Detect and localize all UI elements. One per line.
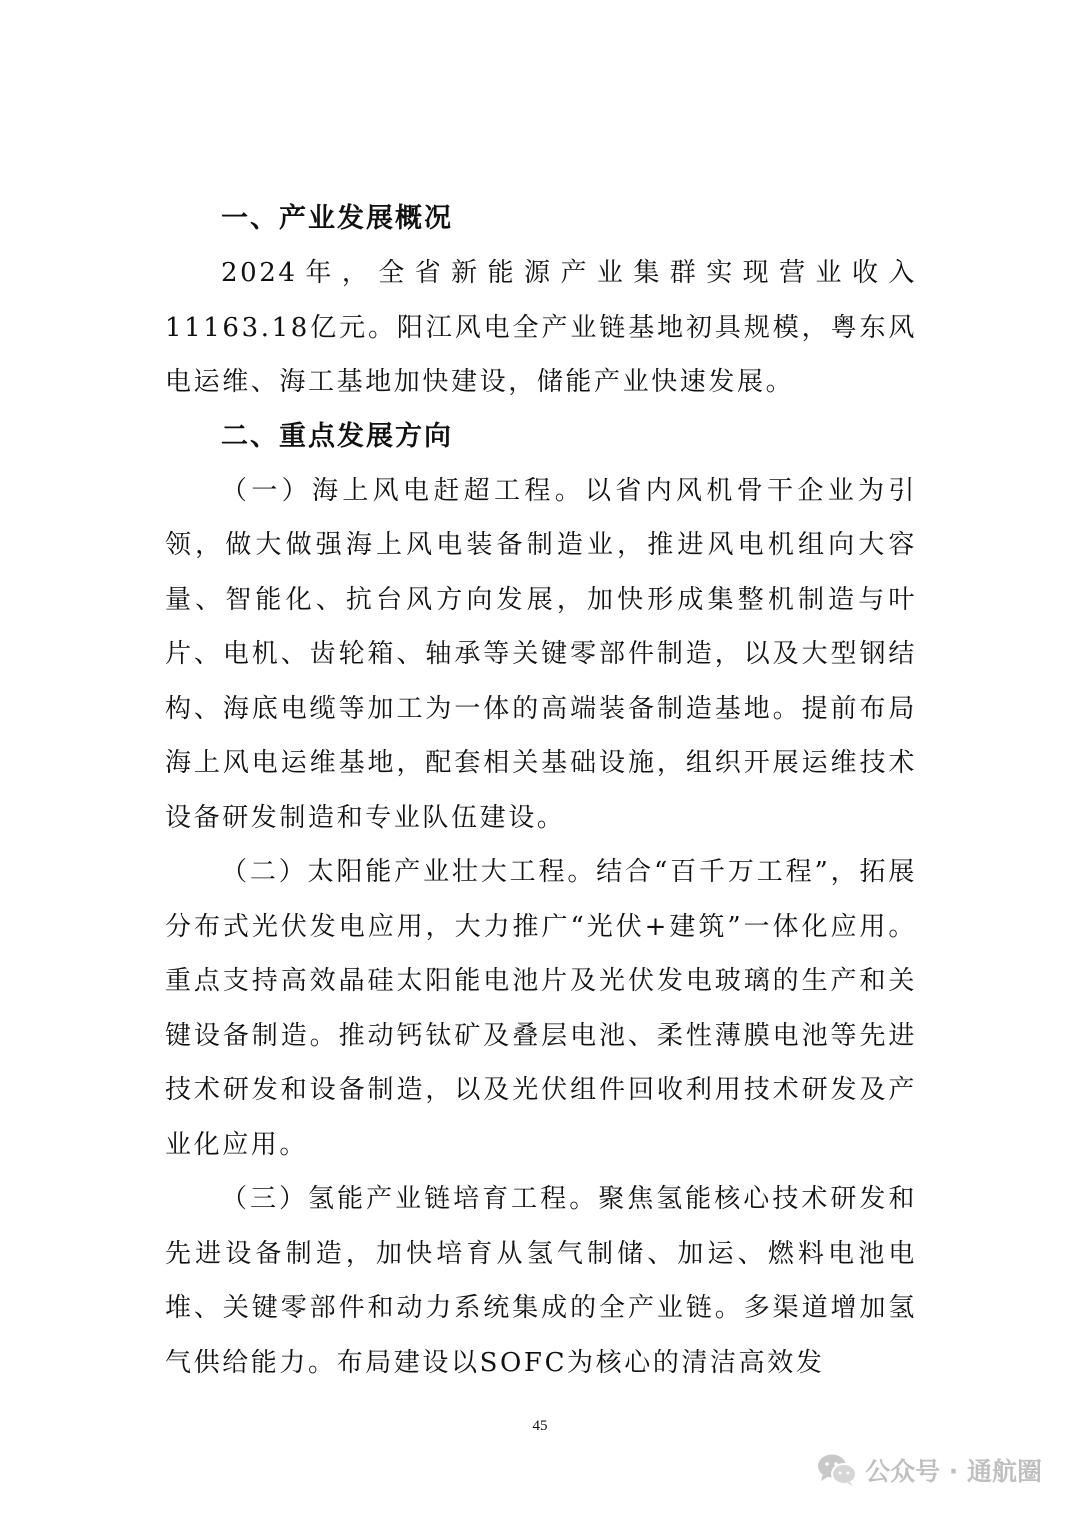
item-offshore-wind [165,464,917,846]
item-offshore-wind-body: 以省内风机骨干企业为引领，做大做强海上风电装备制造业，推进风电机组向大容量、智能化、抗台风方向发展，加快形成集整机制造与叶片、电机、齿轮箱、轴承等关键零部件制造，以及大型钢结构、海底电缆等加工为一体的高端装备制造基地。提前布局海上风电运维基地，配套相关基础设施，组织开展运维技术设备研发制造和专业队伍建设。 [165,475,917,833]
page-content [165,192,917,1390]
item-solar-title: （二）太阳能产业壮大工程。 [221,857,597,887]
wechat-icon [817,1453,857,1487]
item-hydrogen-body: 聚焦氢能核心技术研发和先进设备制造，加快培育从氢气制储、加运、燃料电池电堆、关键零部件和动力系统集成的全产业链。多渠道增加氢气供给能力。布局建设以SOFC为核心的清洁高效发 [165,1184,917,1378]
watermark-text: 公众号 · 通航圈 [865,1457,1042,1486]
section-heading-directions: 二、重点发展方向 [221,420,453,452]
section-heading-overview: 一、产业发展概况 [221,203,453,234]
item-hydrogen [165,1172,917,1390]
page-number: 45 [532,1418,548,1434]
overview-paragraph: 2024年，全省新能源产业集群实现营业收入11163.18亿元。阳江风电全产业链基地初具规模，粤东风电运维、海工基地加快建设，储能产业快速发展。 [165,258,917,397]
item-solar-body: 结合“百千万工程”，拓展分布式光伏发电应用，大力推广“光伏+建筑”一体化应用。重点支持高效晶硅太阳能电池片及光伏发电玻璃的生产和关键设备制造。推动钙钛矿及叠层电池、柔性薄膜电池等先进技术研发和设备制造，以及光伏组件回收利用技术研发及产业化应用。 [165,857,917,1160]
item-offshore-wind-title: （一）海上风电赶超工程。 [221,475,586,506]
item-solar [165,845,917,1172]
item-hydrogen-title: （三）氢能产业链培育工程。 [221,1184,599,1214]
watermark [817,1452,1042,1488]
